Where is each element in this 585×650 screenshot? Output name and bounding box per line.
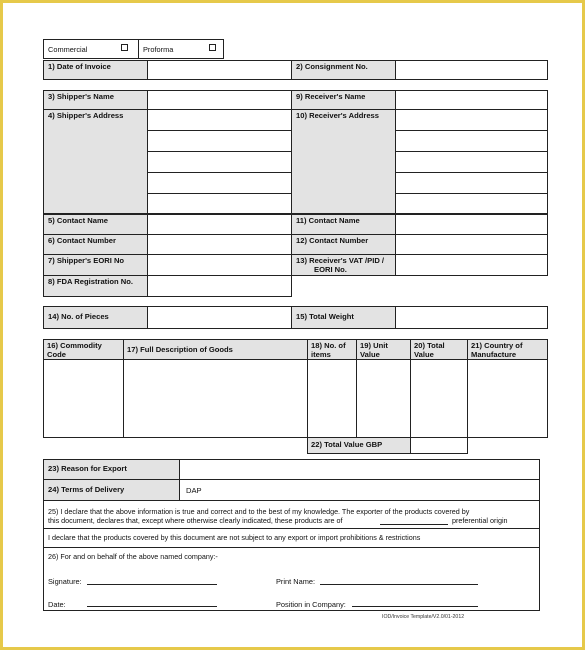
- total-weight-field[interactable]: [395, 306, 548, 329]
- receivers-address-line-3[interactable]: [395, 151, 548, 173]
- shippers-address-line-3[interactable]: [147, 151, 292, 173]
- receiver-contact-name-field[interactable]: [395, 214, 548, 235]
- no-of-pieces-label: 14) No. of Pieces: [43, 306, 148, 329]
- contact-name-field[interactable]: [147, 214, 292, 235]
- receivers-address-line-2[interactable]: [395, 130, 548, 152]
- th-description: 17) Full Description of Goods: [123, 339, 308, 360]
- shippers-name-field[interactable]: [147, 90, 292, 110]
- print-name-label: Print Name:: [276, 577, 316, 586]
- shippers-name-label: 3) Shipper's Name: [43, 90, 148, 110]
- shippers-address-line-1[interactable]: [147, 109, 292, 131]
- th-country-of-manufacture: 21) Country of Manufacture: [467, 339, 548, 360]
- shippers-eori-label: 7) Shipper's EORI No: [43, 254, 148, 276]
- country-of-manufacture-cell[interactable]: [467, 359, 548, 438]
- no-of-items-cell[interactable]: [307, 359, 357, 438]
- date-of-invoice-field[interactable]: [147, 60, 292, 80]
- proforma-checkbox[interactable]: [209, 44, 216, 51]
- total-value-gbp-label: 22) Total Value GBP: [307, 437, 411, 454]
- contact-number-field[interactable]: [147, 234, 292, 255]
- reason-for-export-label: 23) Reason for Export: [43, 459, 180, 480]
- signature-line[interactable]: [87, 584, 217, 585]
- shippers-address-label: 4) Shipper's Address: [43, 109, 148, 214]
- position-line[interactable]: [352, 606, 478, 607]
- receivers-vat-field[interactable]: [395, 254, 548, 276]
- receivers-name-field[interactable]: [395, 90, 548, 110]
- date-line[interactable]: [87, 606, 217, 607]
- consignment-no-field[interactable]: [395, 60, 548, 80]
- declaration-26-text: 26) For and on behalf of the above named company:-: [48, 552, 218, 561]
- position-label: Position in Company:: [276, 600, 346, 609]
- fda-registration-field[interactable]: [147, 275, 292, 297]
- print-name-line[interactable]: [320, 584, 478, 585]
- shippers-address-line-4[interactable]: [147, 172, 292, 194]
- th-no-of-items: 18) No. of items: [307, 339, 357, 360]
- date-label: Date:: [48, 600, 66, 609]
- receiver-contact-number-label: 12) Contact Number: [291, 234, 396, 255]
- declaration-restrictions-text: I declare that the products covered by this document are not subject to any export or import prohibitions & restrictions: [48, 533, 421, 542]
- terms-of-delivery-label: 24) Terms of Delivery: [43, 479, 180, 501]
- commercial-label: Commercial: [48, 45, 88, 54]
- date-of-invoice-label: 1) Date of Invoice: [43, 60, 148, 80]
- receivers-name-label: 9) Receiver's Name: [291, 90, 396, 110]
- unit-value-cell[interactable]: [356, 359, 411, 438]
- total-weight-label: 15) Total Weight: [291, 306, 396, 329]
- total-value-gbp-field[interactable]: [410, 437, 468, 454]
- consignment-no-label: 2) Consignment No.: [291, 60, 396, 80]
- fda-registration-label: 8) FDA Registration No.: [43, 275, 148, 297]
- total-value-cell[interactable]: [410, 359, 468, 438]
- reason-for-export-field[interactable]: [179, 459, 540, 480]
- th-unit-value: 19) Unit Value: [356, 339, 411, 360]
- shippers-address-line-2[interactable]: [147, 130, 292, 152]
- terms-of-delivery-field[interactable]: DAP: [179, 479, 540, 501]
- proforma-label: Proforma: [143, 45, 174, 54]
- declaration-25-line2: this document, declares that, except where otherwise clearly indicated, these products are of: [48, 516, 343, 525]
- declaration-25-line1: 25) I declare that the above information is true and correct and to the best of my knowledge. The exporter of the products covered by: [48, 507, 470, 516]
- signature-label: Signature:: [48, 577, 82, 586]
- receiver-contact-name-label: 11) Contact Name: [291, 214, 396, 235]
- receivers-vat-label: 13) Receiver's VAT /PID / EORI No.: [291, 254, 396, 276]
- no-of-pieces-field[interactable]: [147, 306, 292, 329]
- contact-name-label: 5) Contact Name: [43, 214, 148, 235]
- origin-blank-line[interactable]: [380, 524, 448, 525]
- receivers-address-label: 10) Receiver's Address: [291, 109, 396, 214]
- declaration-25-line3: preferential origin: [452, 516, 508, 525]
- commercial-checkbox[interactable]: [121, 44, 128, 51]
- receiver-contact-number-field[interactable]: [395, 234, 548, 255]
- receivers-address-line-1[interactable]: [395, 109, 548, 131]
- shippers-eori-field[interactable]: [147, 254, 292, 276]
- receivers-address-line-4[interactable]: [395, 172, 548, 194]
- contact-number-label: 6) Contact Number: [43, 234, 148, 255]
- type-divider: [138, 39, 139, 59]
- template-footer: IOD/Invoice Template/V2.0/01-2012: [382, 614, 465, 620]
- th-commodity-code: 16) Commodity Code: [43, 339, 124, 360]
- commodity-code-cell[interactable]: [43, 359, 124, 438]
- receivers-address-line-5[interactable]: [395, 193, 548, 214]
- description-cell[interactable]: [123, 359, 308, 438]
- shippers-address-line-5[interactable]: [147, 193, 292, 214]
- th-total-value: 20) Total Value: [410, 339, 468, 360]
